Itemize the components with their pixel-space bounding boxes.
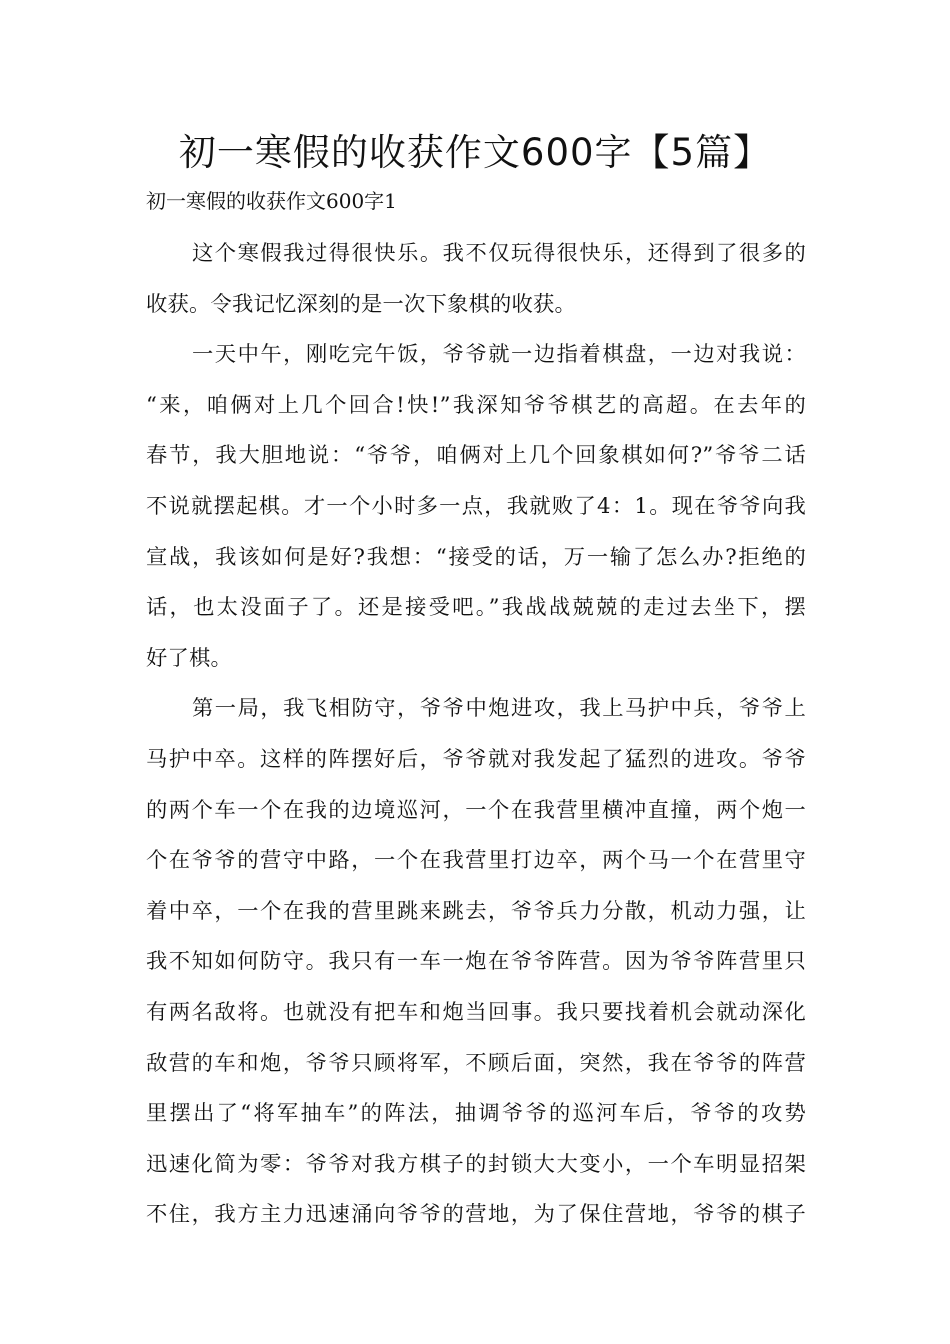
text-line: 一天中午，刚吃完午饭，爷爷就一边指着棋盘，一边对我说： [192,342,806,368]
text-line: 我不知如何防守。我只有一车一炮在爷爷阵营。因为爷爷阵营里只 [146,949,806,975]
document-title: 初一寒假的收获作文600字【5篇】 [178,131,772,174]
paragraph-1 [146,229,806,330]
text-line: “来，咱俩对上几个回合!快!”我深知爷爷棋艺的高超。在去年的 [146,392,806,418]
text-line: 话，也太没面子了。还是接受吧。”我战战兢兢的走过去坐下，摆 [146,595,806,621]
text-line: 里摆出了“将军抽车”的阵法，抽调爷爷的巡河车后，爷爷的攻势 [146,1101,806,1127]
text-line: 宣战，我该如何是好?我想：“接受的话，万一输了怎么办?拒绝的 [146,544,806,570]
text-line: 收获。令我记忆深刻的是一次下象棋的收获。 [146,291,576,317]
section-heading: 初一寒假的收获作文600字1 [146,189,397,213]
text-line: 春节，我大胆地说：“爷爷，咱俩对上几个回象棋如何?”爷爷二话 [146,443,806,469]
text-line: 好了棋。 [146,645,232,671]
text-line: 着中卒，一个在我的营里跳来跳去，爷爷兵力分散，机动力强，让 [146,898,806,924]
text-line: 不住，我方主力迅速涌向爷爷的营地，为了保住营地，爷爷的棋子 [146,1202,806,1228]
text-line: 有两名敌将。也就没有把车和炮当回事。我只要找着机会就动深化 [146,999,806,1025]
text-line: 第一局，我飞相防守，爷爷中炮进攻，我上马护中兵，爷爷上 [192,696,806,722]
paragraph-3 [146,684,806,1241]
paragraph-2 [146,330,806,684]
text-line: 这个寒假我过得很快乐。我不仅玩得很快乐，还得到了很多的 [192,241,806,266]
essay-body [146,229,806,1241]
text-line: 个在爷爷的营守中路，一个在我营里打边卒，两个马一个在营里守 [146,848,806,874]
text-line: 敌营的车和炮，爷爷只顾将军，不顾后面，突然，我在爷爷的阵营 [146,1050,806,1076]
text-line: 迅速化简为零：爷爷对我方棋子的封锁大大变小，一个车明显招架 [146,1151,806,1177]
text-line: 不说就摆起棋。才一个小时多一点，我就败了4：1。现在爷爷向我 [146,493,806,519]
text-line: 的两个车一个在我的边境巡河，一个在我营里横冲直撞，两个炮一 [146,797,806,823]
text-line: 马护中卒。这样的阵摆好后，爷爷就对我发起了猛烈的进攻。爷爷 [146,746,806,772]
